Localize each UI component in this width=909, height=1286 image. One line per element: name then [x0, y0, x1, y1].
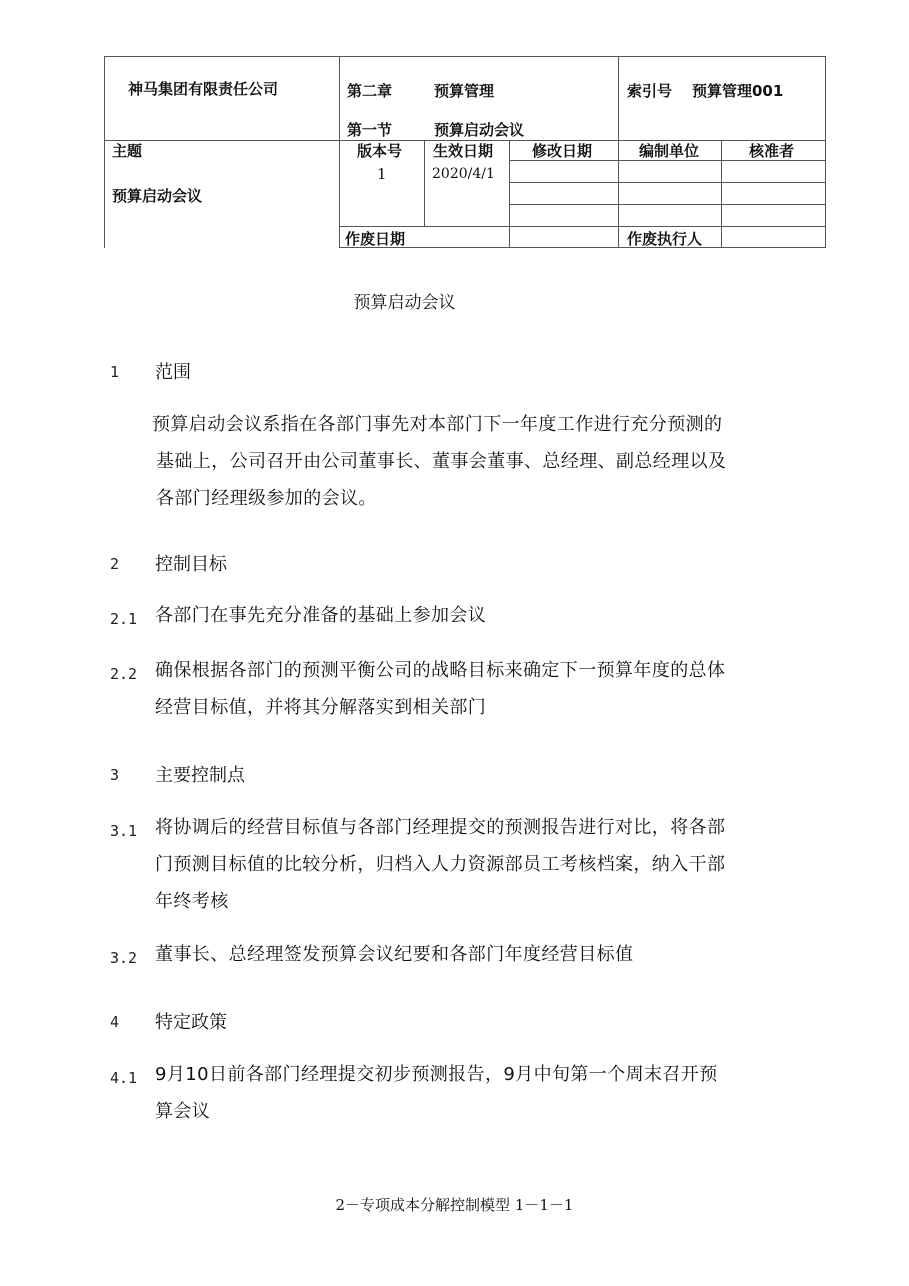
section-label: 第一节 — [347, 121, 393, 139]
paragraph-line: 各部门在事先充分准备的基础上参加会议 — [155, 605, 487, 626]
section-title: 特定政策 — [155, 1012, 227, 1033]
void-date-label: 作废日期 — [345, 230, 406, 248]
paragraph-line: 各部门经理级参加的会议。 — [156, 488, 377, 509]
paragraph-line: 确保根据各部门的预测平衡公司的战略目标来确定下一预算年度的总体 — [155, 660, 726, 681]
page-footer: 2－专项成本分解控制模型 1－1－1 — [335, 1196, 574, 1214]
index-value: 预算管理001 — [692, 82, 784, 100]
version-label: 版本号 — [357, 142, 403, 160]
section-number: 3 — [110, 766, 120, 784]
approver-label: 核准者 — [749, 142, 795, 160]
section-number: 2.1 — [110, 610, 138, 628]
modify-date-label: 修改日期 — [532, 142, 593, 160]
paragraph — [155, 936, 633, 973]
section-title: 控制目标 — [155, 554, 227, 575]
section-number: 4.1 — [110, 1069, 138, 1087]
section-number: 3.1 — [110, 822, 138, 840]
paragraph-line: 董事长、总经理签发预算会议纪要和各部门年度经营目标值 — [155, 944, 634, 965]
paragraph-line: 年终考核 — [155, 891, 229, 912]
paragraph — [155, 809, 725, 920]
paragraph — [155, 1056, 718, 1130]
paragraph-line: 将协调后的经营目标值与各部门经理提交的预测报告进行对比，将各部 — [155, 817, 726, 838]
section-number: 2 — [110, 555, 120, 573]
company-name: 神马集团有限责任公司 — [128, 80, 279, 98]
document-title: 预算启动会议 — [353, 293, 456, 313]
paragraph — [155, 597, 486, 634]
effective-date-label: 生效日期 — [433, 142, 494, 160]
paragraph-line: 预算启动会议系指在各部门事先对本部门下一年度工作进行充分预测的 — [152, 414, 723, 435]
subject-label: 主题 — [112, 142, 143, 160]
paragraph-line: 门预测目标值的比较分析，归档入人力资源部员工考核档案，纳入干部 — [155, 854, 726, 875]
paragraph-line: 算会议 — [155, 1101, 211, 1122]
paragraph — [152, 406, 726, 517]
section-number: 3.2 — [110, 949, 138, 967]
paragraph — [155, 652, 725, 726]
index-label: 索引号 — [627, 82, 673, 100]
chapter-title: 预算管理 — [434, 82, 495, 100]
void-executor-label: 作废执行人 — [627, 230, 703, 248]
chapter-label: 第二章 — [347, 82, 393, 100]
header-table — [104, 56, 826, 248]
version-value: 1 — [377, 165, 387, 183]
effective-date-value: 2020/4/1 — [432, 166, 495, 182]
editor-label: 编制单位 — [639, 142, 700, 160]
paragraph-line: 基础上，公司召开由公司董事长、董事会董事、总经理、副总经理以及 — [156, 451, 727, 472]
section-number: 2.2 — [110, 665, 138, 683]
paragraph-line: 9月10日前各部门经理提交初步预测报告，9月中旬第一个周末召开预 — [155, 1064, 718, 1085]
paragraph-line: 经营目标值，并将其分解落实到相关部门 — [155, 697, 487, 718]
section-title: 主要控制点 — [155, 765, 245, 786]
subject-value: 预算启动会议 — [112, 187, 203, 205]
section-title: 范围 — [155, 362, 191, 383]
section-title: 预算启动会议 — [434, 121, 525, 139]
section-number: 1 — [110, 363, 120, 381]
section-number: 4 — [110, 1013, 120, 1031]
